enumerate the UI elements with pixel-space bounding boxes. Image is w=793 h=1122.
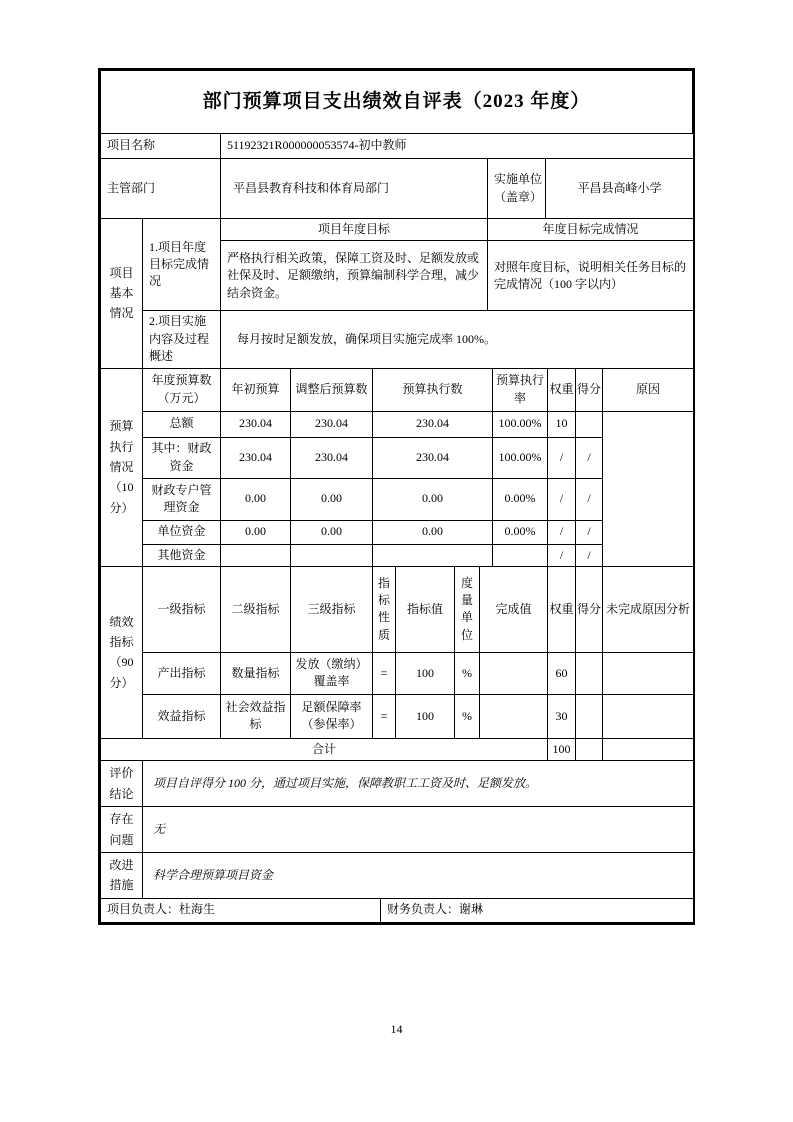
finance-lead-signature: 财务负责人：谢琳 xyxy=(381,898,694,922)
page-number: 14 xyxy=(390,1022,403,1036)
perf-total-score xyxy=(576,738,603,760)
basic-item1-label: 1.项目年度目标完成情况 xyxy=(143,219,221,311)
col-header-score: 得分 xyxy=(576,368,603,411)
col-header-executed-amount: 预算执行数 xyxy=(373,368,493,411)
perf-nature: = xyxy=(373,652,396,694)
budget-row-label: 单位资金 xyxy=(143,520,221,544)
goal-completion-text: 对照年度目标，说明相关任务目标的完成情况（100 字以内） xyxy=(488,241,694,311)
perf-score xyxy=(576,652,603,694)
col-header-level2: 二级指标 xyxy=(221,566,291,652)
budget-rate: 100.00% xyxy=(493,411,548,437)
perf-target: 100 xyxy=(396,652,455,694)
conclusion-text: 项目自评得分 100 分，通过项目实施，保障教职工工资及时、足额发放。 xyxy=(143,761,694,807)
col-header-target-value: 指标值 xyxy=(396,566,455,652)
perf-unit: % xyxy=(455,694,480,738)
budget-score xyxy=(576,411,603,437)
budget-initial: 0.00 xyxy=(221,478,291,520)
perf-score xyxy=(576,694,603,738)
basic-item2-label: 2.项目实施内容及过程概述 xyxy=(143,311,221,368)
perf-level1: 产出指标 xyxy=(143,652,221,694)
page-title: 部门预算项目支出绩效自评表（2023 年度） xyxy=(101,71,693,134)
dept-value: 平昌县教育科技和体育局部门 xyxy=(221,159,488,219)
budget-adjusted: 0.00 xyxy=(291,520,373,544)
col-header-reason: 原因 xyxy=(603,368,694,411)
perf-level2: 数量指标 xyxy=(221,652,291,694)
problems-label: 存在问题 xyxy=(101,807,143,853)
budget-initial: 230.04 xyxy=(221,411,291,437)
budget-row-label: 其他资金 xyxy=(143,544,221,566)
perf-reason xyxy=(603,652,694,694)
perf-section-label: 绩效指标（90分） xyxy=(101,566,143,738)
budget-rate xyxy=(493,544,548,566)
budget-score: / xyxy=(576,437,603,478)
signatures-section xyxy=(100,898,694,923)
table-row xyxy=(101,652,694,694)
budget-section-label: 预算执行情况（10分） xyxy=(101,368,143,566)
budget-executed: 230.04 xyxy=(373,437,493,478)
problems-text: 无 xyxy=(143,807,694,853)
col-header-unit: 度量单位 xyxy=(455,566,480,652)
project-name-value: 51192321R000000053574-初中教师 xyxy=(221,134,694,159)
col-header-level3: 三级指标 xyxy=(291,566,373,652)
conclusion-label: 评价结论 xyxy=(101,761,143,807)
table-row xyxy=(101,694,694,738)
annual-goal-header: 项目年度目标 xyxy=(221,219,488,241)
budget-score: / xyxy=(576,520,603,544)
budget-executed: 0.00 xyxy=(373,478,493,520)
performance-indicator-section xyxy=(100,566,694,761)
budget-initial xyxy=(221,544,291,566)
department-table xyxy=(100,158,694,219)
budget-initial: 230.04 xyxy=(221,437,291,478)
budget-weight: 10 xyxy=(548,411,576,437)
perf-unit: % xyxy=(455,652,480,694)
budget-adjusted: 0.00 xyxy=(291,478,373,520)
col-header-uncompleted-reason: 未完成原因分析 xyxy=(603,566,694,652)
project-name-table xyxy=(100,133,694,159)
table-row xyxy=(101,738,694,760)
col-header-nature: 指标性质 xyxy=(373,566,396,652)
table-row xyxy=(101,411,694,437)
basic-info-section xyxy=(100,218,694,369)
col-header-adjusted-budget: 调整后预算数 xyxy=(291,368,373,411)
project-lead-signature: 项目负责人：杜海生 xyxy=(101,898,381,922)
budget-score: / xyxy=(576,544,603,566)
dept-label: 主管部门 xyxy=(101,159,221,219)
perf-weight: 60 xyxy=(548,652,576,694)
budget-weight: / xyxy=(548,544,576,566)
impl-unit-value: 平昌县高峰小学 xyxy=(546,159,694,219)
budget-weight: / xyxy=(548,520,576,544)
budget-reason-cell xyxy=(603,411,694,566)
budget-execution-section xyxy=(100,368,694,567)
basic-item2-text: 每月按时足额发放，确保项目实施完成率 100%。 xyxy=(221,311,694,368)
col-header-completed-value: 完成值 xyxy=(480,566,548,652)
col-header-level1: 一级指标 xyxy=(143,566,221,652)
budget-rate: 0.00% xyxy=(493,520,548,544)
conclusion-section xyxy=(100,760,694,807)
budget-row-label: 财政专户管理资金 xyxy=(143,478,221,520)
budget-score: / xyxy=(576,478,603,520)
improvements-section xyxy=(100,852,694,899)
evaluation-table xyxy=(98,68,695,925)
perf-completed xyxy=(480,652,548,694)
improvements-label: 改进措施 xyxy=(101,852,143,898)
budget-row-label: 总额 xyxy=(143,411,221,437)
col-header-weight: 权重 xyxy=(548,368,576,411)
perf-total-reason xyxy=(603,738,694,760)
budget-executed xyxy=(373,544,493,566)
perf-target: 100 xyxy=(396,694,455,738)
perf-reason xyxy=(603,694,694,738)
budget-rate: 100.00% xyxy=(493,437,548,478)
budget-weight: / xyxy=(548,437,576,478)
perf-level3: 发放（缴纳）覆盖率 xyxy=(291,652,373,694)
perf-level1: 效益指标 xyxy=(143,694,221,738)
budget-row-label: 其中：财政资金 xyxy=(143,437,221,478)
col-header-initial-budget: 年初预算 xyxy=(221,368,291,411)
perf-weight: 30 xyxy=(548,694,576,738)
improvements-text: 科学合理预算项目资金 xyxy=(143,852,694,898)
col-header-score: 得分 xyxy=(576,566,603,652)
project-name-label: 项目名称 xyxy=(101,134,221,159)
budget-initial: 0.00 xyxy=(221,520,291,544)
budget-executed: 0.00 xyxy=(373,520,493,544)
annual-goal-text: 严格执行相关政策，保障工资及时、足额发放或社保及时、足额缴纳，预算编制科学合理，减少结余资金。 xyxy=(221,241,488,311)
budget-adjusted xyxy=(291,544,373,566)
budget-adjusted: 230.04 xyxy=(291,411,373,437)
col-header-execution-rate: 预算执行率 xyxy=(493,368,548,411)
budget-executed: 230.04 xyxy=(373,411,493,437)
title-table xyxy=(100,70,693,134)
goal-completion-header: 年度目标完成情况 xyxy=(488,219,694,241)
perf-total-weight: 100 xyxy=(548,738,576,760)
budget-weight: / xyxy=(548,478,576,520)
col-header-annual-budget: 年度预算数（万元） xyxy=(143,368,221,411)
perf-level2: 社会效益指标 xyxy=(221,694,291,738)
col-header-weight: 权重 xyxy=(548,566,576,652)
basic-section-label: 项目基本情况 xyxy=(101,219,143,369)
problems-section xyxy=(100,806,694,853)
impl-unit-label: 实施单位（盖章） xyxy=(488,159,546,219)
perf-total-label: 合计 xyxy=(101,738,548,760)
perf-completed xyxy=(480,694,548,738)
budget-rate: 0.00% xyxy=(493,478,548,520)
perf-nature: = xyxy=(373,694,396,738)
perf-level3: 足额保障率（参保率） xyxy=(291,694,373,738)
budget-adjusted: 230.04 xyxy=(291,437,373,478)
